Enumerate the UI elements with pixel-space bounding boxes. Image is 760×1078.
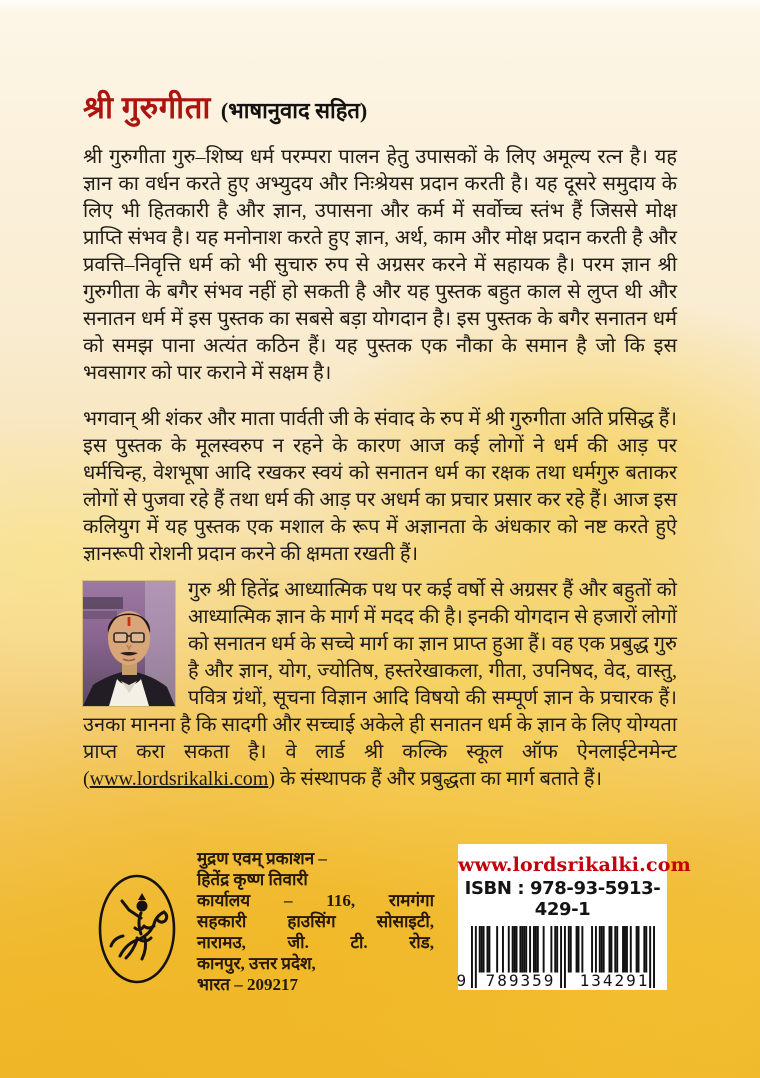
website-url: www.lordsrikalki.com	[458, 854, 691, 876]
barcode-digits-left: 789359	[485, 971, 556, 990]
barcode-digit-first: 9	[456, 971, 469, 990]
isbn-number: ISBN : 978-93-5913-429-1	[464, 878, 661, 920]
page-title	[83, 86, 677, 128]
publisher-line: भारत – 209217	[197, 975, 298, 994]
author-photo	[83, 581, 175, 706]
inline-website-link: www.lordsrikalki.com	[89, 768, 269, 790]
barcode	[456, 925, 661, 995]
second-paragraph: भगवान् श्री शंकर और माता पार्वती जी के संवाद के रुप में श्री गुरुगीता अति प्रसिद्ध हैं। इस पुस्तक के मूलस्वरुप न रहने के कारण आज कई लोगों ने धर्म की आड़ पर धर्मचिन्ह, वेशभूषा आदि रखकर स्वयं को सनातन धर्म का रक्षक तथा धर्मगुरु बताकर लोगों से पुजवा रहे हैं तथा धर्म की आड़ पर अधर्म का प्रचार प्रसार कर रहे हैं। आज इस कलियुग में यह पुस्तक एक मशाल के रूप में अज्ञानता के अंधकार को नष्ट करते हुऐ ज्ञानरूपी रोशनी प्रदान करने की क्षमता रखती हैं।	[83, 408, 677, 565]
publisher-line: कार्यालय – 116, रामगंगा	[197, 891, 434, 910]
publisher-line: नारामउ, जी. टी. रोड,	[197, 933, 434, 952]
intro-paragraph: श्री गुरुगीता गुरु–शिष्य धर्म परम्परा पालन हेतु उपासकों के लिए अमूल्य रत्न है। यह ज्ञान का वर्धन करते हुए अभ्युदय और निःश्रेयस प्रदान करती है। यह दूसरे समुदाय के लिए भी हितकारी है और ज्ञान, उपासना और कर्म में सर्वोच्च स्तंभ हैं जिससे मोक्ष प्राप्ति संभव है। यह मनोनाश करते हुए ज्ञान, अर्थ, काम और मोक्ष प्रदान करती है और प्रवत्ति–निवृत्ति धर्म को भी सुचारु रुप से अग्रसर करने में सहायक है। परम ज्ञान श्री गुरुगीता के बगैर संभव नहीं हो सकती है और यह पुस्तक बहुत काल से लुप्त थी और सनातन धर्म में इस पुस्तक का सबसे बड़ा योगदान है। इस पुस्तक के बगैर सनातन धर्म को समझ पाना अत्यंत कठिन हैं। यह पुस्तक एक नौका के समान है जो कि इस भवसागर को पार कराने में सक्षम है।	[83, 146, 677, 384]
kalki-horse-rider-icon	[96, 872, 178, 986]
title-main: श्री गुरुगीता	[83, 90, 211, 125]
barcode-digits-right: 134291	[579, 971, 650, 990]
publisher-line: कानपुर, उत्तर प्रदेश,	[197, 954, 316, 973]
author-paragraph-text: गुरु श्री हितेंद्र आध्यात्मिक पथ पर कई वर्षो से अग्रसर हैं और बहुतों को आध्यात्मिक ज्ञान के मार्ग में मदद की है। इनकी योगदान से हजारों लोगों को सनातन धर्म के सच्चे मार्ग का ज्ञान प्राप्त हुआ हैं। वह एक प्रबुद्ध गुरु है और ज्ञान, योग, ज्योतिष, हस्तरेखाकला, गीता, उपनिषद, वेद, वास्तु, पवित्र ग्रंथों, सूचना विज्ञान आदि विषयो की सम्पूर्ण ज्ञान के प्रचारक हैं। उनका मानना है कि सादगी और सच्चाई अकेले ही सनातन धर्म के ज्ञान के लिए योग्यता प्राप्त करा सकता है। वे लार्ड श्री कल्कि स्कूल ऑफ ऐनलाईटेनमेन्ट (	[83, 579, 677, 790]
author-paragraph-text-after: ) के संस्थापक हैं और प्रबुद्धता का मार्ग बताते हैं।	[268, 768, 603, 790]
isbn-barcode-panel	[456, 844, 691, 990]
author-paragraph	[83, 577, 677, 793]
publisher-line: सहकारी हाउसिंग सोसाइटी,	[197, 912, 434, 931]
publisher-line: हितेंद्र कृष्ण तिवारी	[197, 870, 308, 889]
publisher-info	[197, 848, 434, 995]
cover-text-content	[83, 0, 677, 793]
title-annotation: (भाषानुवाद सहित)	[220, 98, 368, 123]
publisher-line: मुद्रण एवम् प्रकाशन –	[197, 849, 327, 868]
